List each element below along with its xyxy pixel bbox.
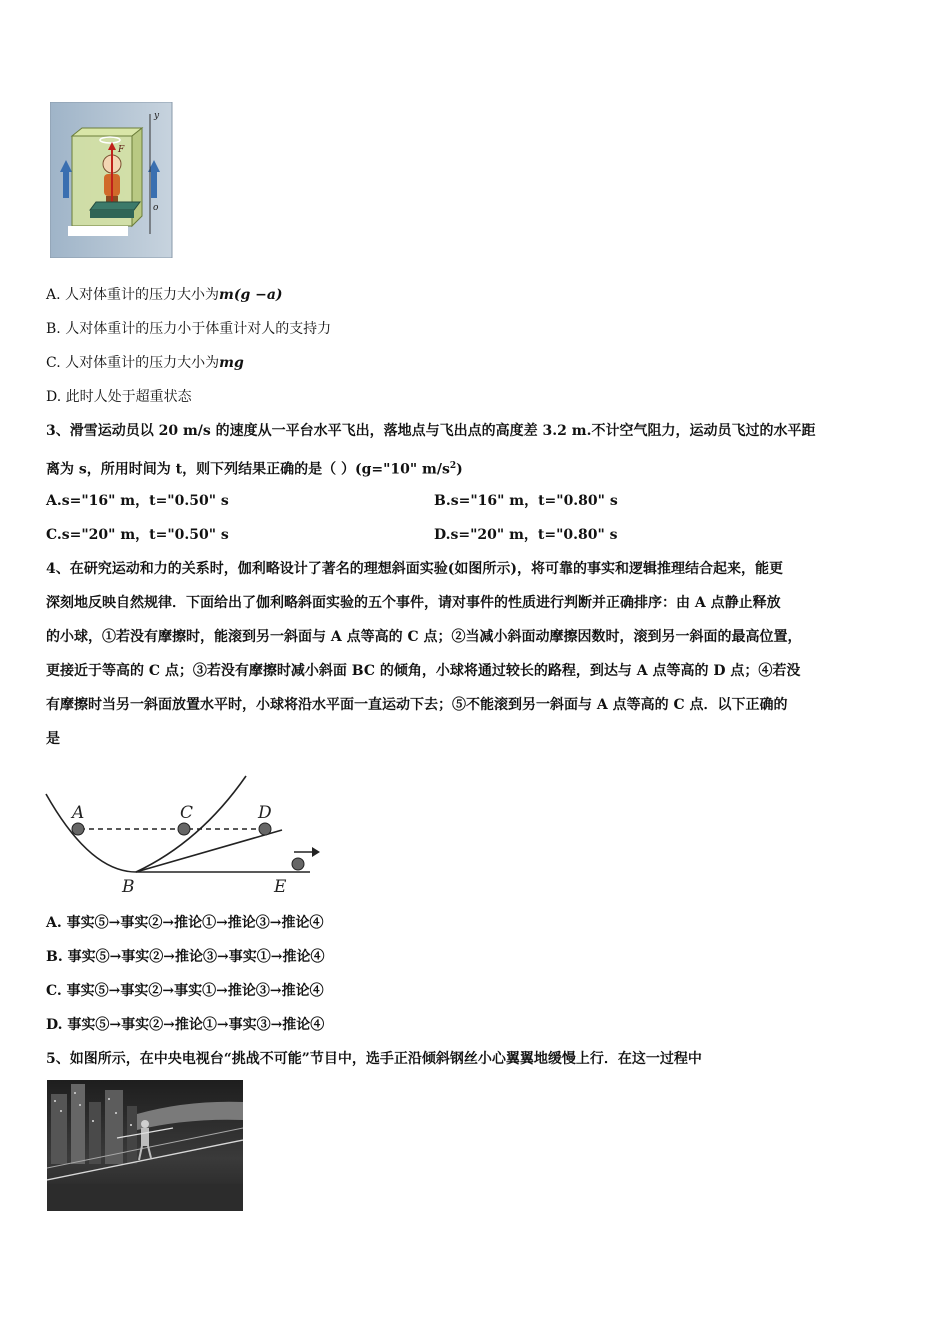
option-b[interactable] — [46, 319, 331, 339]
option-c[interactable] — [46, 353, 244, 373]
q3-option-c[interactable]: C.s="20" m，t="0.50" s — [46, 527, 229, 543]
q3-stem-line2-pre: 离为 s，所用时间为 t，则下列结果正确的是（ ）(g="10" m/s — [46, 461, 450, 478]
q3-stem-line2 — [46, 456, 463, 480]
q3-stem-line1: 3、滑雪运动员以 20 m/s 的速度从一平台水平飞出，落地点与飞出点的高度差 3.2 m.不计空气阻力，运动员飞过的水平距 — [46, 423, 816, 439]
q4-option-c[interactable]: C. 事实⑤→事实②→事实①→推论③→推论④ — [46, 983, 324, 999]
q4-line-3: 的小球，①若没有摩擦时，能滚到另一斜面与 A 点等高的 C 点；②当减小斜面动摩擦因数时，滚到另一斜面的最高位置， — [46, 629, 802, 645]
q4-line-2: 深刻地反映自然规律．下面给出了伽利略斜面实验的五个事件，请对事件的性质进行判断并正确排序：由 A 点静止释放 — [46, 595, 781, 611]
label-e: E — [274, 877, 287, 897]
q4-stem — [46, 552, 906, 756]
y-axis-label: y — [154, 111, 160, 121]
elevator-figure — [50, 102, 175, 258]
label-a: A — [72, 803, 85, 823]
force-f-label: F — [118, 145, 125, 155]
incline-figure — [40, 772, 330, 898]
option-d-text: D. 此时人处于超重状态 — [46, 389, 192, 405]
option-a-text: A. 人对体重计的压力大小为 — [46, 287, 220, 303]
option-c-text: C. 人对体重计的压力大小为 — [46, 355, 220, 371]
q4-line-5: 有摩擦时当另一斜面放置水平时，小球将沿水平面一直运动下去；⑤不能滚到另一斜面与 A 点等高的 C 点．以下正确的 — [46, 697, 788, 713]
label-b: B — [122, 877, 135, 897]
q4-option-b[interactable]: B. 事实⑤→事实②→推论③→事实①→推论④ — [46, 949, 325, 965]
option-c-formula: mg — [219, 355, 244, 371]
label-c: C — [180, 803, 194, 823]
q3-stem-line2-sup: 2 — [449, 461, 457, 471]
tightrope-photo — [47, 1080, 243, 1211]
origin-label: o — [153, 203, 159, 213]
option-a[interactable] — [46, 285, 283, 305]
option-d[interactable] — [46, 387, 192, 407]
q3-stem-line2-post: ) — [456, 461, 463, 478]
q3-option-d[interactable]: D.s="20" m，t="0.80" s — [434, 527, 618, 543]
q4-line-4: 更接近于等高的 C 点；③若没有摩擦时减小斜面 BC 的倾角，小球将通过较长的路程，到达与 A 点等高的 D 点；④若没 — [46, 663, 801, 679]
q3-option-a[interactable]: A.s="16" m，t="0.50" s — [46, 493, 229, 509]
q4-line-6: 是 — [46, 731, 60, 747]
option-a-formula: m(g −a) — [219, 287, 283, 303]
q5-stem: 5、如图所示，在中央电视台“挑战不可能”节目中，选手正沿倾斜钢丝小心翼翼地缓慢上行．在这一过程中 — [46, 1051, 702, 1067]
label-d: D — [258, 803, 272, 823]
q4-option-a[interactable]: A. 事实⑤→事实②→推论①→推论③→推论④ — [46, 915, 324, 931]
q3-option-b[interactable]: B.s="16" m，t="0.80" s — [434, 493, 618, 509]
option-b-text: B. 人对体重计的压力小于体重计对人的支持力 — [46, 321, 332, 337]
q4-line-1: 4、在研究运动和力的关系时，伽利略设计了著名的理想斜面实验(如图所示)，将可靠的事实和逻辑推理结合起来，能更 — [46, 561, 783, 577]
q4-option-d[interactable]: D. 事实⑤→事实②→推论①→事实③→推论④ — [46, 1017, 325, 1033]
